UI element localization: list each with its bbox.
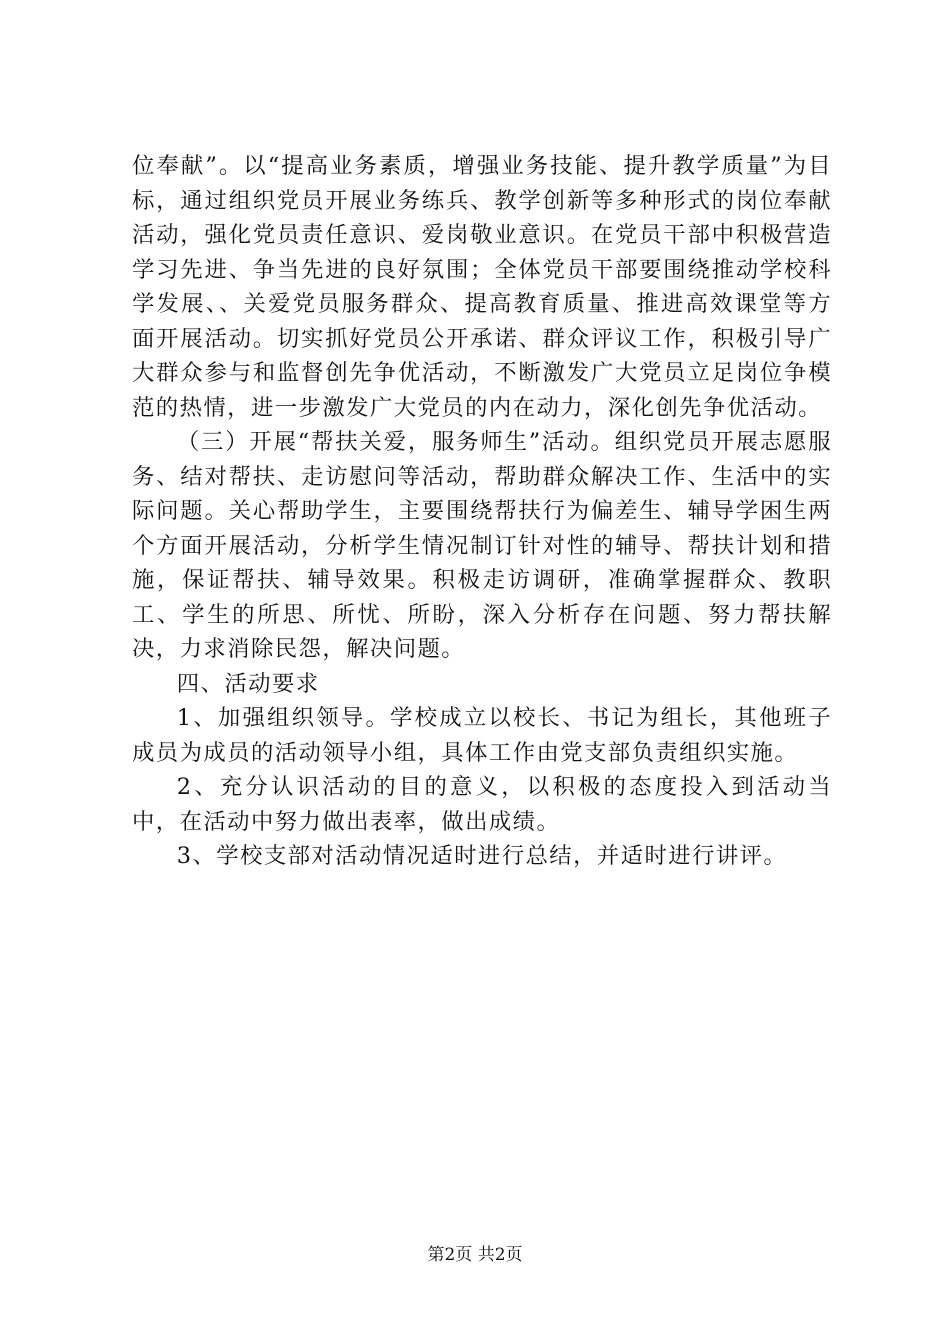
section-heading-requirements: 四、活动要求 (176, 670, 320, 697)
paragraph-requirement-1: 1、加强组织领导。学校成立以校长、书记为组长，其他班子成员为成员的活动领导小组，具体工作由党支部负责组织实施。 (132, 705, 832, 766)
paragraph-requirement-2: 2、充分认识活动的目的意义，以积极的态度投入到活动当中，在活动中努力做出表率，做出成绩。 (132, 774, 832, 835)
paragraph-section-three: （三）开展“帮扶关爱，服务师生”活动。组织党员开展志愿服务、结对帮扶、走访慰问等活动，帮助群众解决工作、生活中的实际问题。关心帮助学生，主要围绕帮扶行为偏差生、辅导学困生两个方面开展活动，分析学生情况制订针对性的辅导、帮扶计划和措施，保证帮扶、辅导效果。积极走访调研，准确掌握群众、教职工、学生的所思、所忧、所盼，深入分析存在问题、努力帮扶解决，力求消除民怨，解决问题。 (132, 429, 832, 662)
paragraph-requirement-3: 3、学校支部对活动情况适时进行总结，并适时进行讲评。 (176, 843, 788, 869)
page-number-footer: 第2页 共2页 (427, 1245, 523, 1265)
paragraph-continuation: 位奉献”。以“提高业务素质，增强业务技能、提升教学质量”为目标，通过组织党员开展业务练兵、教学创新等多种形式的岗位奉献活动，强化党员责任意识、爱岗敬业意识。在党员干部中积极营造学习先进、争当先进的良好氛围；全体党员干部要围绕推动学校科学发展、、关爱党员服务群众、提高教育质量、推进高效课堂等方面开展活动。切实抓好党员公开承诺、群众评议工作，积极引导广大群众参与和监督创先争优活动，不断激发广大党员立足岗位争模范的热情，进一步激发广大党员的内在动力，深化创先争优活动。 (132, 153, 832, 421)
document-body (132, 149, 832, 874)
